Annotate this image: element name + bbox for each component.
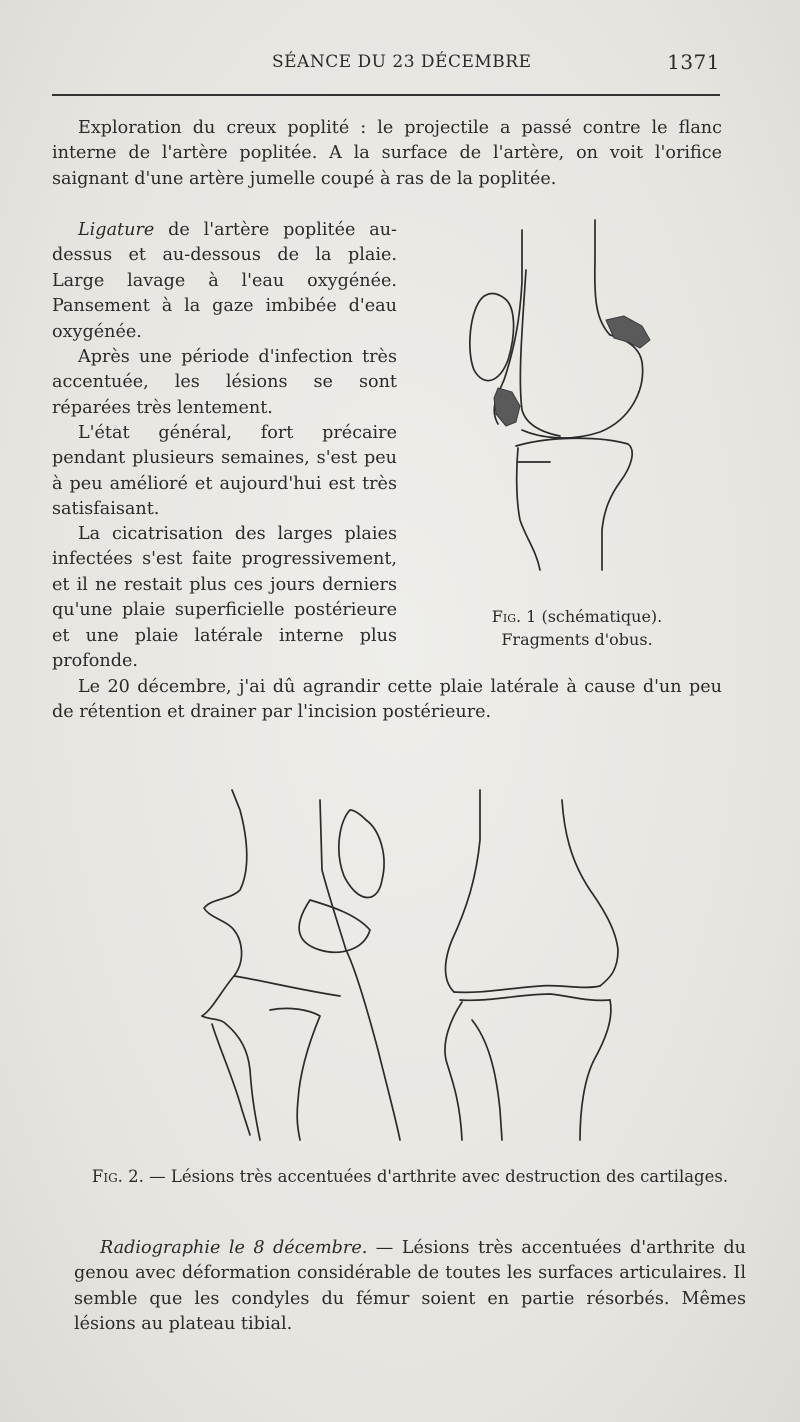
paragraph-etat: L'état général, fort précaire pendant plusieurs semaines, s'est peu à peu amélioré et aujourd'hui est très satisfaisant. <box>52 423 397 520</box>
fig2-right-femur-right <box>562 800 618 986</box>
fig2-right-tibia-right <box>580 1000 611 1140</box>
page-number: 1371 <box>667 50 720 74</box>
fig1-caption-line2: Fragments d'obus. <box>501 630 653 649</box>
fig2-right-femur-left <box>446 790 481 992</box>
fig2-left-tibia-back <box>270 1008 320 1140</box>
fig1-label: Fig. 1 <box>491 607 537 626</box>
fig2-left-condyle <box>299 900 370 952</box>
paragraph-exploration: Exploration du creux poplité : le projectile a passé contre le flanc interne de l'artère poplitée. A la surface de l'artère, on voit l'orifice saignant d'une artère jumelle coupé à ras de la poplitée. <box>52 118 722 189</box>
decembre-text: Le 20 décembre, j'ai dû agrandir cette plaie latérale à cause d'un peu de rétention et drainer par l'incision postérieure. <box>52 677 722 723</box>
fig2-caption-text: — Lésions très accentuées d'arthrite avec destruction des cartilages. <box>143 1167 729 1186</box>
fig2-label: Fig. 2. <box>91 1167 144 1186</box>
fig2-left-femur-back <box>320 800 400 1140</box>
fig2-right-tibia-left <box>445 1002 462 1140</box>
fig1-caption-text: (schématique). <box>536 607 663 626</box>
fig2-right-fibula <box>472 1020 502 1140</box>
paragraph-infection: Après une période d'infection très accentuée, les lésions se sont réparées très lentement. <box>52 347 397 418</box>
fig1-femur-inner <box>520 270 560 436</box>
running-header <box>52 50 720 80</box>
fig2-left-fibula <box>212 1024 250 1135</box>
header-title: SÉANCE DU 23 DÉCEMBRE <box>272 52 532 72</box>
fig1-tibia-left <box>517 448 540 570</box>
ligature-word: Ligature <box>78 220 155 240</box>
paragraph-cicatrisation: La cicatrisation des larges plaies infectées s'est faite progressivement, et il ne restait plus ces jours derniers qu'une plaie superficielle postérieure et une plaie latérale interne plus profonde. <box>52 524 397 672</box>
paragraph-radiographie <box>74 1236 746 1338</box>
radiographie-text: — Lésions très accentuées d'arthrite du genou avec déformation considérable de toutes les surfaces articulaires. Il semble que les condyles du fémur soient en partie résorbés. Mêmes lésions au plateau tibial. <box>74 1238 746 1335</box>
fig2-left-patella <box>339 810 384 898</box>
figure-2-knee-xray-tracing <box>190 780 640 1150</box>
paragraph-ligature <box>52 218 397 345</box>
fig2-right-joint-upper <box>454 986 600 993</box>
fig2-right-joint-lower <box>460 994 610 1000</box>
fig2-left-joint <box>234 976 340 996</box>
paragraph-decembre <box>52 675 722 726</box>
figure-1-caption <box>452 605 702 651</box>
figure-1-knee-diagram <box>460 210 690 600</box>
figure-2-caption <box>70 1165 750 1188</box>
fig1-fragment-lower <box>494 388 520 426</box>
radiographie-label: Radiographie le 8 décembre. <box>100 1238 368 1258</box>
header-rule <box>52 94 720 96</box>
ligature-text: de l'artère poplitée au-dessus et au-dessous de la plaie. Large lavage à l'eau oxygénée. Pansement à la gaze imbibée d'eau oxygénée. <box>52 220 397 342</box>
fig1-caption-line1 <box>452 605 702 628</box>
fig2-left-femur-outline <box>202 790 247 1016</box>
